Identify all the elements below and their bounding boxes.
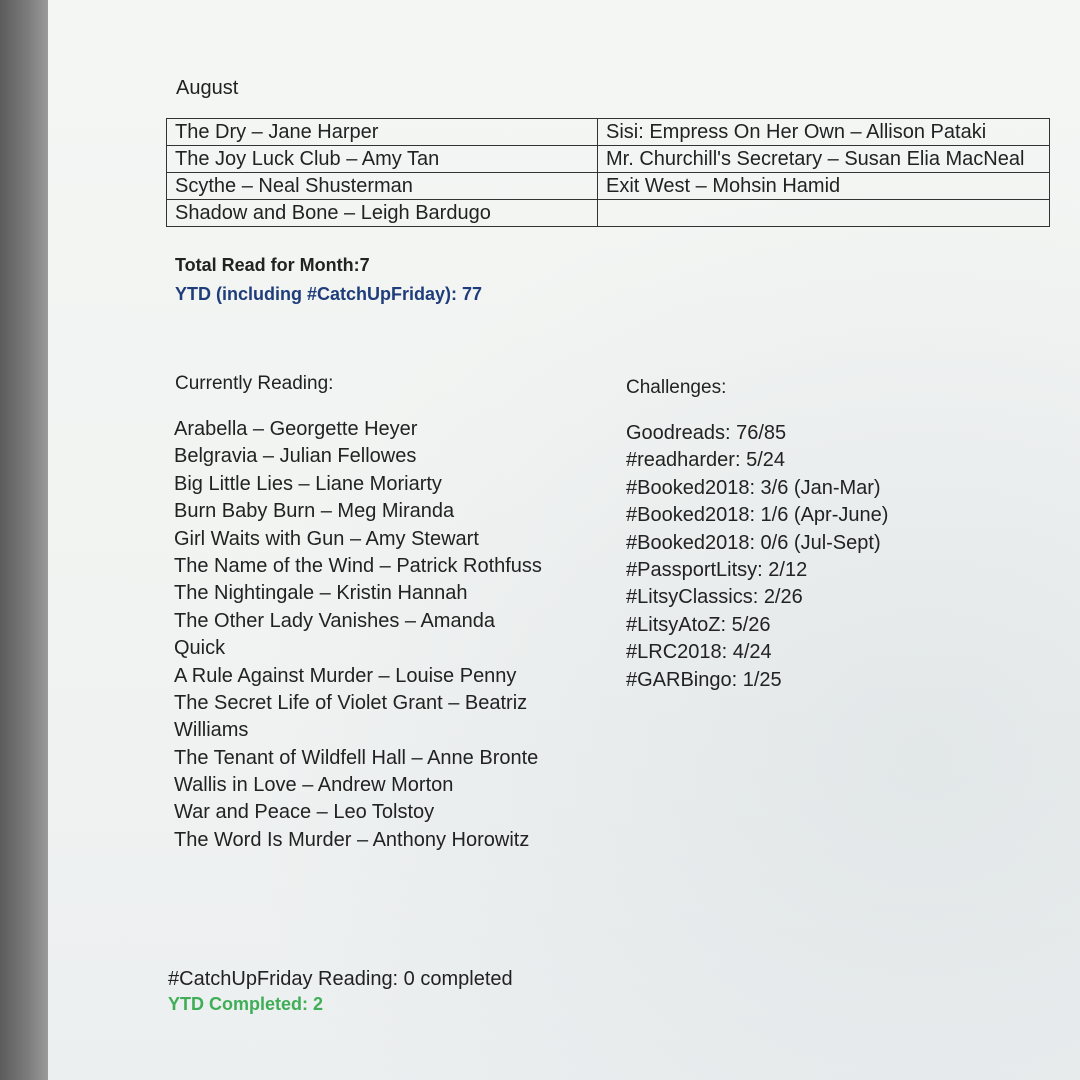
list-item: #GARBingo: 1/25 [626, 668, 782, 691]
table-row [167, 119, 1050, 146]
list-item: #Booked2018: 0/6 (Jul-Sept) [626, 531, 881, 554]
list-item: The Word Is Murder – Anthony Horowitz [174, 828, 530, 851]
ytd-completed: YTD Completed: 2 [168, 994, 324, 1014]
list-item: Burn Baby Burn – Meg Miranda [174, 500, 455, 523]
table-row [167, 146, 1050, 173]
table-cell: Mr. Churchill's Secretary – Susan Elia MacNeal [598, 146, 1050, 173]
books-read-table [166, 118, 1050, 227]
table-cell: The Dry – Jane Harper [167, 119, 598, 146]
table-cell [598, 200, 1050, 227]
list-item: The Secret Life of Violet Grant – Beatriz [174, 691, 528, 714]
ytd-total: YTD (including #CatchUpFriday): 77 [175, 284, 483, 304]
document-page [48, 0, 1080, 1080]
list-item: The Name of the Wind – Patrick Rothfuss [174, 554, 542, 577]
table-cell: Exit West – Mohsin Hamid [598, 173, 1050, 200]
list-item: The Other Lady Vanishes – Amanda [174, 609, 495, 632]
list-item: Belgravia – Julian Fellowes [174, 445, 417, 468]
table-cell: Shadow and Bone – Leigh Bardugo [167, 200, 598, 227]
list-item: Big Little Lies – Liane Moriarty [174, 472, 442, 495]
month-heading: August [176, 77, 239, 99]
challenges-list [626, 420, 888, 694]
list-item: #readharder: 5/24 [626, 449, 786, 472]
list-item: Arabella – Georgette Heyer [174, 418, 418, 440]
list-item: The Nightingale – Kristin Hannah [174, 582, 468, 605]
list-item: #PassportLitsy: 2/12 [626, 558, 808, 581]
table-cell: Scythe – Neal Shusterman [167, 173, 598, 200]
currently-reading-heading: Currently Reading: [175, 373, 334, 394]
total-read-for-month: Total Read for Month:7 [175, 255, 370, 275]
table-row [167, 173, 1050, 200]
list-item: #LitsyAtoZ: 5/26 [626, 613, 771, 636]
list-item: The Tenant of Wildfell Hall – Anne Bronte [174, 746, 539, 769]
table-cell: Sisi: Empress On Her Own – Allison Pataki [598, 119, 1050, 146]
list-item: #LRC2018: 4/24 [626, 641, 772, 664]
currently-reading-list [174, 416, 542, 854]
list-item: #Booked2018: 1/6 (Apr-June) [626, 504, 889, 527]
list-item: Girl Waits with Gun – Amy Stewart [174, 527, 479, 550]
list-item: Goodreads: 76/85 [626, 422, 787, 444]
monitor-bezel [0, 0, 48, 1080]
table-row [167, 200, 1050, 227]
list-item: War and Peace – Leo Tolstoy [174, 801, 435, 824]
table-cell: The Joy Luck Club – Amy Tan [167, 146, 598, 173]
catchupfriday-reading: #CatchUpFriday Reading: 0 completed [168, 968, 513, 990]
challenges-heading: Challenges: [626, 377, 727, 398]
list-item: #Booked2018: 3/6 (Jan-Mar) [626, 476, 881, 499]
list-item: Williams [174, 719, 249, 742]
list-item: Wallis in Love – Andrew Morton [174, 774, 454, 797]
list-item: #LitsyClassics: 2/26 [626, 586, 803, 609]
list-item: A Rule Against Murder – Louise Penny [174, 664, 517, 687]
list-item: Quick [174, 637, 226, 660]
